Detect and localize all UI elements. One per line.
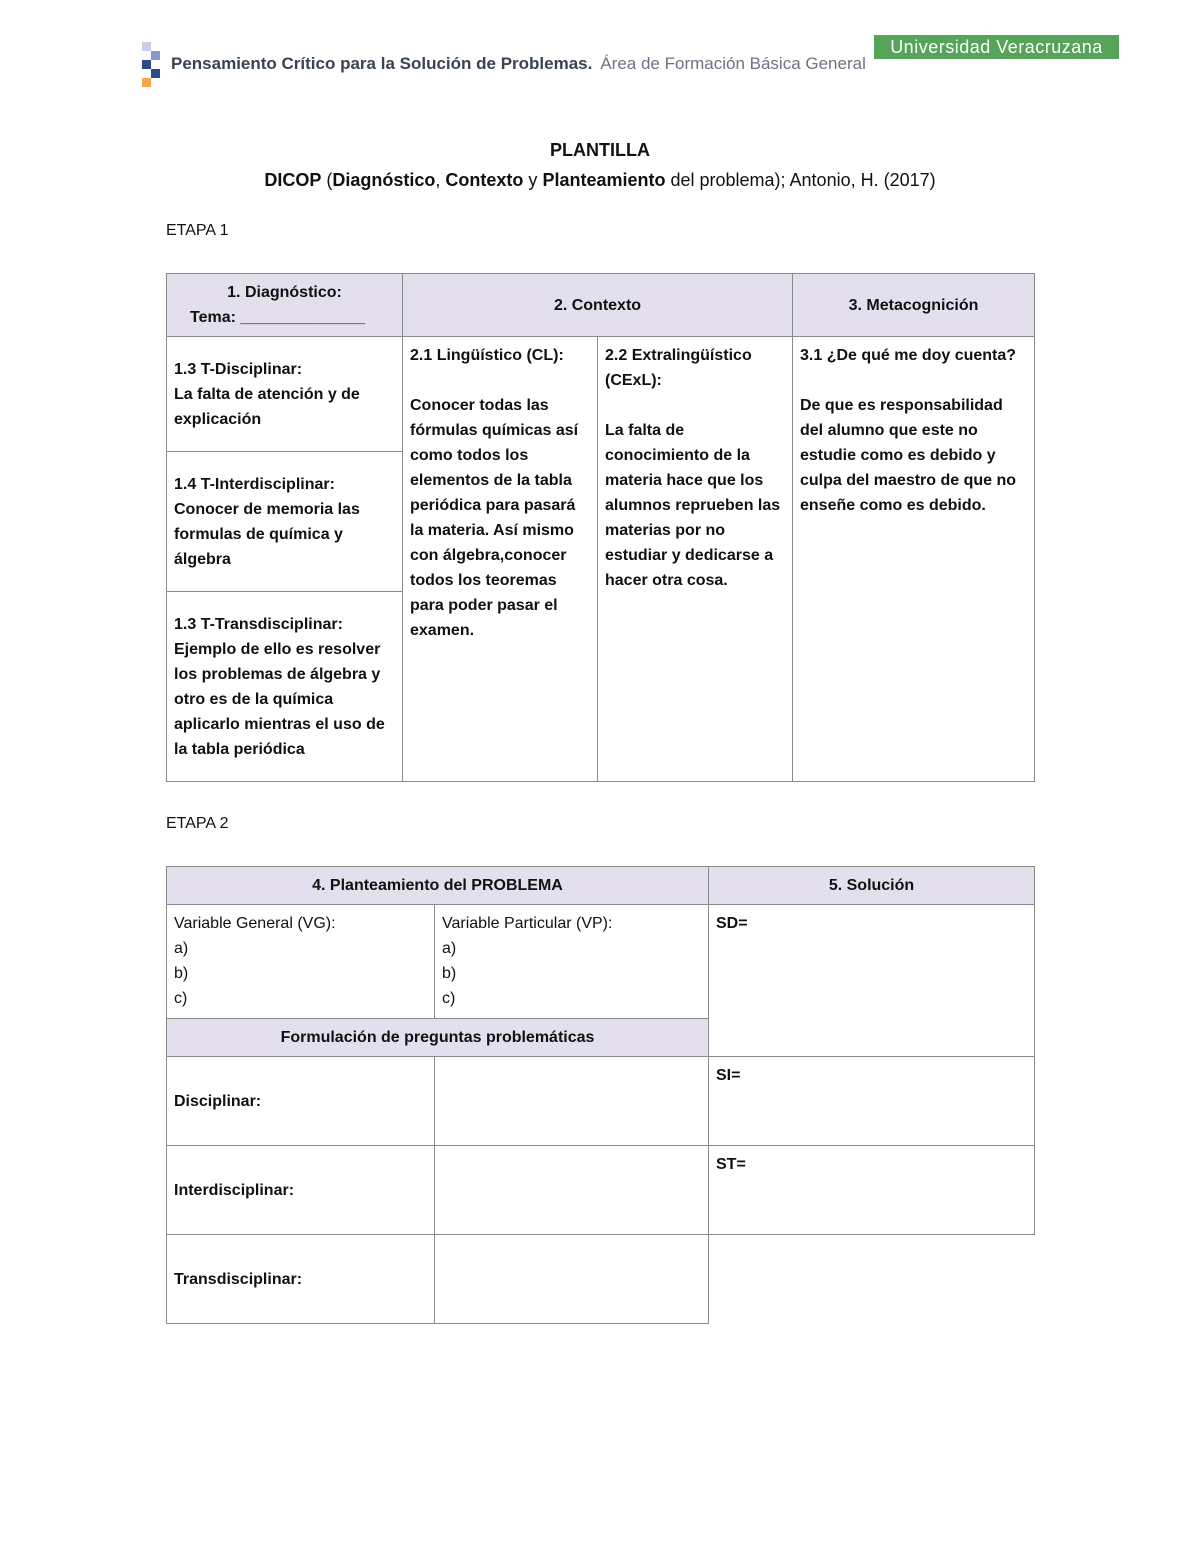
contexto-header: 2. Contexto: [403, 274, 793, 337]
diagnostico-header: [167, 274, 403, 337]
si-label: SI=: [716, 1067, 741, 1084]
tema-field[interactable]: Tema: ______________: [190, 309, 365, 326]
subtitle-part: DICOP: [264, 170, 322, 190]
vg-option-a: a): [174, 940, 189, 957]
variable-general-cell[interactable]: [167, 905, 435, 1019]
subtitle-part: (: [321, 170, 333, 190]
st-cell[interactable]: [709, 1146, 1035, 1235]
subtitle-part: Contexto: [445, 170, 524, 190]
interdisciplinar-text: Conocer de memoria las formulas de química y álgebra: [174, 500, 360, 568]
page-subtitle: [0, 170, 1200, 191]
disciplinar-cell[interactable]: [167, 337, 403, 452]
metacognicion-header: 3. Metacognición: [793, 274, 1035, 337]
interdisciplinar-label: 1.4 T-Interdisciplinar:: [174, 475, 335, 493]
solucion-header: 5. Solución: [709, 867, 1035, 905]
vg-option-b: b): [174, 965, 189, 982]
subtitle-part: ,: [435, 170, 446, 190]
sd-label: SD=: [716, 915, 748, 932]
page-title: PLANTILLA: [550, 140, 650, 160]
disciplinar-question-label: Disciplinar:: [167, 1057, 435, 1146]
subtitle-part: y: [523, 170, 543, 190]
header-course-line: [171, 54, 866, 74]
disciplinar-question-cell[interactable]: [435, 1057, 709, 1146]
interdisciplinar-cell[interactable]: [167, 452, 403, 592]
metacognicion-cell[interactable]: [793, 337, 1035, 782]
diagnostico-title: 1. Diagnóstico:: [227, 284, 342, 301]
planteamiento-header: 4. Planteamiento del PROBLEMA: [167, 867, 709, 905]
university-logo-mark: [140, 42, 162, 92]
disciplinar-label: 1.3 T-Disciplinar:: [174, 360, 303, 378]
stage-2-label: ETAPA 2: [166, 815, 229, 832]
university-badge: Universidad Veracruzana: [874, 35, 1119, 59]
area-name: Área de Formación Básica General: [600, 54, 866, 73]
linguistico-text: Conocer todas las fórmulas químicas así como todos los elementos de la tabla periódica para pasará la materia. Así mismo con álgebra,conocer todos los teoremas para poder pasar el examen.: [410, 397, 579, 639]
interdisciplinar-question-cell[interactable]: [435, 1146, 709, 1235]
stage-1-table: [166, 273, 1035, 782]
transdisciplinar-cell[interactable]: [167, 592, 403, 782]
transdisciplinar-text: Ejemplo de ello es resolver los problemas de álgebra y otro es de la química aplicarlo mientras el uso de la tabla periódica: [174, 640, 385, 758]
course-name: Pensamiento Crítico para la Solución de Problemas.: [171, 54, 593, 73]
stage-1-label: ETAPA 1: [166, 222, 229, 239]
transdisciplinar-question-cell[interactable]: [435, 1235, 709, 1324]
vp-option-a: a): [442, 940, 457, 957]
extralinguistico-text: La falta de conocimiento de la materia hace que los alumnos reprueben las materias por no estudiar y dedicarse a hacer otra cosa.: [605, 422, 781, 589]
transdisciplinar-question-label: Transdisciplinar:: [167, 1235, 435, 1324]
extralinguistico-label: 2.2 Extralingüístico (CExL):: [605, 347, 752, 389]
empty-cell: [709, 1235, 1035, 1324]
formulacion-header: Formulación de preguntas problemáticas: [167, 1019, 709, 1057]
subtitle-part: del problema); Antonio, H. (2017): [665, 170, 936, 190]
subtitle-part: Planteamiento: [542, 170, 666, 190]
stage-2-table: [166, 866, 1035, 1324]
disciplinar-text: La falta de atención y de explicación: [174, 385, 360, 428]
linguistico-label: 2.1 Lingüístico (CL):: [410, 347, 564, 364]
extralinguistico-cell[interactable]: [598, 337, 793, 782]
vg-option-c: c): [174, 990, 188, 1007]
variable-particular-label: Variable Particular (VP):: [442, 915, 613, 932]
si-cell[interactable]: [709, 1057, 1035, 1146]
linguistico-cell[interactable]: [403, 337, 598, 782]
interdisciplinar-question-label: Interdisciplinar:: [167, 1146, 435, 1235]
st-label: ST=: [716, 1156, 746, 1173]
subtitle-part: Diagnóstico: [332, 170, 436, 190]
variable-particular-cell[interactable]: [435, 905, 709, 1019]
vp-option-b: b): [442, 965, 457, 982]
metacognicion-text: De que es responsabilidad del alumno que este no estudie como es debido y culpa del maestro de que no enseñe como es debido.: [800, 397, 1017, 514]
metacognicion-question: 3.1 ¿De qué me doy cuenta?: [800, 347, 1017, 364]
vp-option-c: c): [442, 990, 456, 1007]
transdisciplinar-label: 1.3 T-Transdisciplinar:: [174, 615, 343, 633]
sd-cell[interactable]: [709, 905, 1035, 1057]
variable-general-label: Variable General (VG):: [174, 915, 336, 932]
